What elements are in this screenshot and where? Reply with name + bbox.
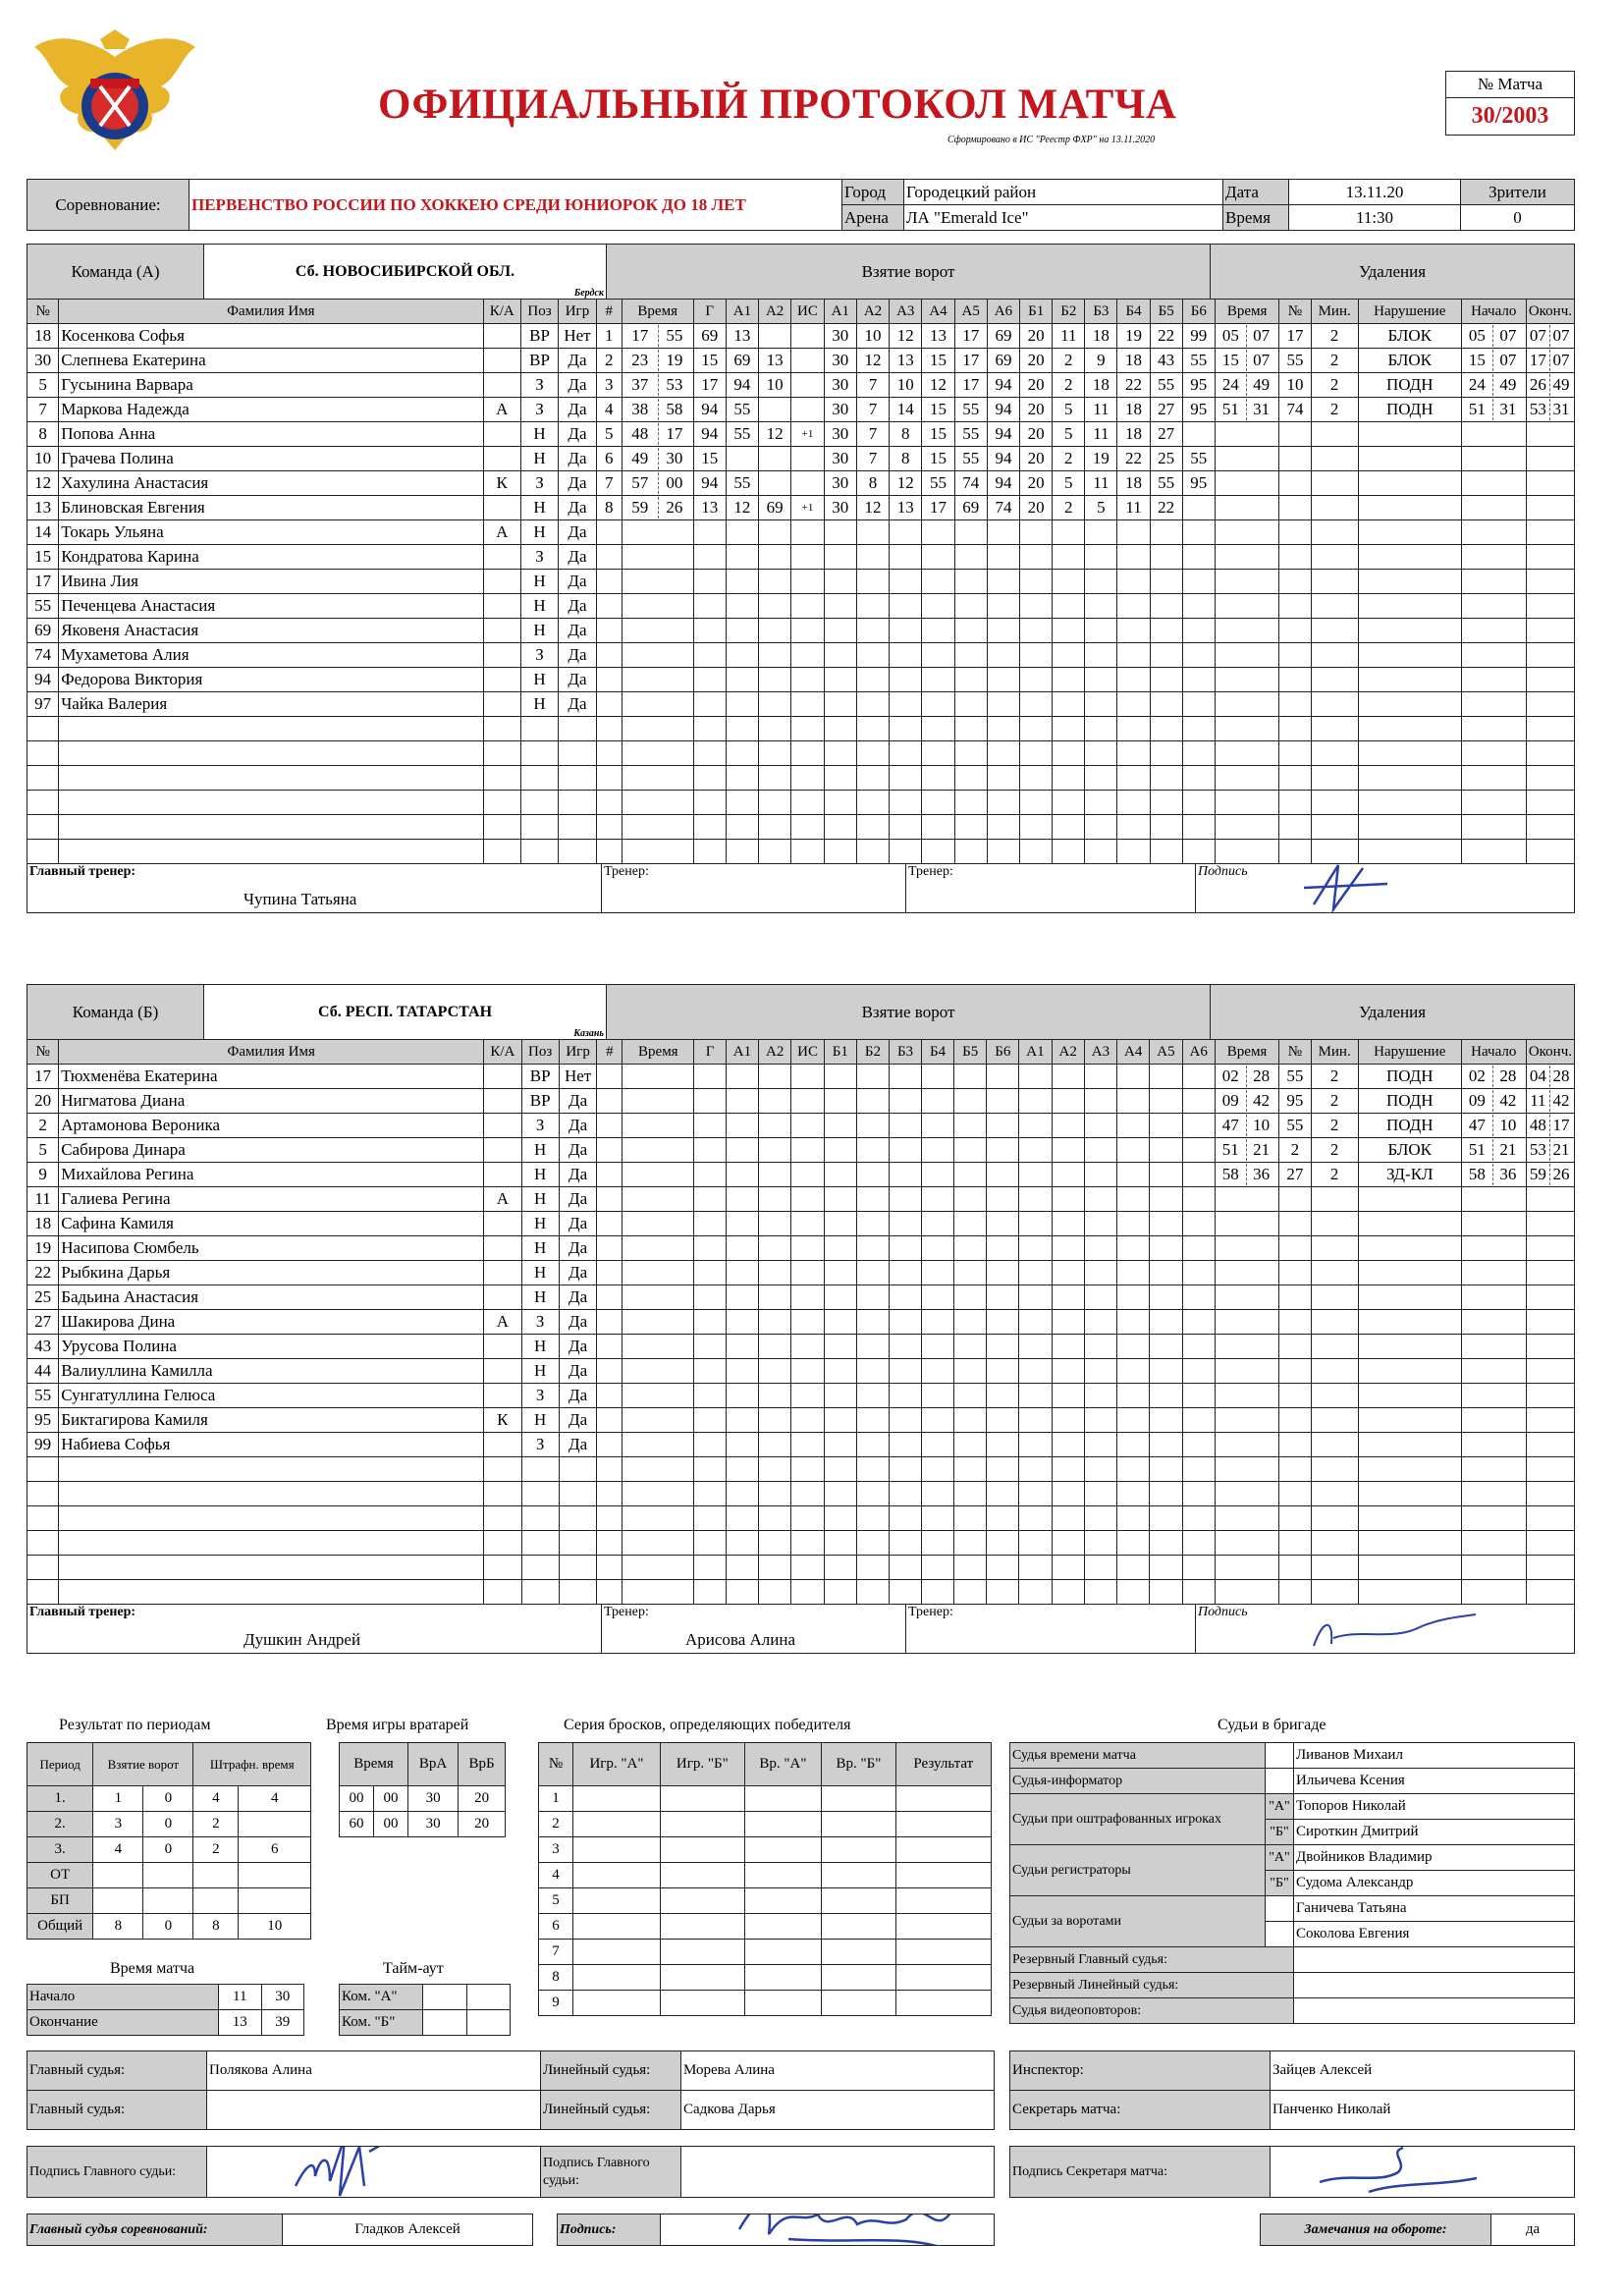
team-b-name: Сб. РЕСП. ТАТАРСТАН (317, 1003, 493, 1020)
period-results-table: Период Взятие ворот Штрафн. время 1. 1 0 4 4 2. 3 0 2 3. 4 0 2 6 ОТ БП Общий 8 0 8 10 (27, 1742, 311, 1940)
player-name: Артамонова Вероника (59, 1114, 484, 1138)
player-name: Тюхменёва Екатерина (59, 1065, 484, 1089)
team-a-row (27, 791, 1575, 815)
team-a-row: 18 Косенкова Софья ВР Нет 1 17 55 69 13 30 10 12 13 17 69 20 11 18 19 22 99 05 07 17 2 БЛОК 05 07 07 07 (27, 324, 1575, 349)
team-b-row: 18 Сафина Камиля Н Да (27, 1212, 1575, 1236)
competition-chief-signature-icon (730, 2214, 965, 2246)
chief-referee-signature-icon (286, 2147, 423, 2198)
referee-name: Ильичева Ксения (1294, 1769, 1575, 1794)
player-name: Токарь Ульяна (59, 520, 483, 545)
competition-info: Соревнование: ПЕРВЕНСТВО РОССИИ ПО ХОККЕЮ СРЕДИ ЮНИОРОК ДО 18 ЛЕТ Город Городецкий район Дата 13.11.20 Зрители Арена ЛА "Emerald Ice" Время 11:30 0 (27, 179, 1575, 231)
chief-referee-1: Полякова Алина (207, 2051, 541, 2091)
player-name: Рыбкина Дарья (59, 1261, 484, 1285)
team-a-row: 8 Попова Анна Н Да 5 48 17 94 55 12 +1 30 7 8 15 55 94 20 5 11 18 27 (27, 422, 1575, 447)
referee-name (1294, 1998, 1575, 2024)
team-b-row: 27 Шакирова Дина А З Да (27, 1310, 1575, 1335)
player-name: Ивина Лия (59, 570, 483, 594)
referee-name: Ливанов Михаил (1294, 1743, 1575, 1769)
team-b-penalties-header: Удаления (1211, 985, 1575, 1040)
player-name: Михайлова Регина (59, 1163, 484, 1187)
team-b-row: 43 Урусова Полина Н Да (27, 1335, 1575, 1359)
team-a-row: 12 Хахулина Анастасия К З Да 7 57 00 94 55 30 8 12 55 74 94 20 5 11 18 55 95 (27, 471, 1575, 496)
team-a-name: Сб. НОВОСИБИРСКОЙ ОБЛ. (295, 262, 515, 280)
competition-name: ПЕРВЕНСТВО РОССИИ ПО ХОККЕЮ СРЕДИ ЮНИОРОК ДО 18 ЛЕТ (189, 180, 842, 231)
team-a-row: 5 Гусынина Варвара З Да 3 37 53 17 94 10 30 7 10 12 17 94 20 2 18 22 55 95 24 49 10 2 ПОДН 24 49 26 49 (27, 373, 1575, 398)
team-b-head-coach: Душкин Андрей (244, 1630, 361, 1649)
team-b-row: 19 Насипова Сюмбель Н Да (27, 1236, 1575, 1261)
player-name: Сунгатуллина Гелюса (59, 1384, 484, 1408)
team-a-row (27, 840, 1575, 864)
player-name: Галиева Регина (59, 1187, 484, 1212)
line-referee-2: Садкова Дарья (681, 2091, 995, 2130)
team-a-city: Бердск (573, 288, 604, 299)
match-date: 13.11.20 (1289, 180, 1461, 205)
secretary-signature-table: Подпись Секретаря матча: (1009, 2146, 1575, 2198)
referee-name: Ганичева Татьяна (1294, 1896, 1575, 1922)
team-a-signature-icon (1294, 864, 1412, 913)
team-b-row: 95 Биктагирова Камиля К Н Да (27, 1408, 1575, 1433)
team-b-row (27, 1531, 1575, 1556)
player-name: Попова Анна (59, 422, 483, 447)
team-b-grid: № Фамилия Имя К/А Поз Игр # Время Г А1 А2 ИС Б1 Б2 Б3 Б4 Б5 Б6 А1 А2 А3 А4 А5 А6 Время № Мин. Нарушение Начало Оконч. 17 Тюхменёва Екатерина ВР Нет 02 28 55 2 ПОДН 02 28 04 28 20 Нигматова Диана ВР Да 09 42 95 2 ПОДН 09 42 11 42 2 Артамонова Вероника З Да 47 10 55 2 ПОДН 47 10 48 17 5 Сабирова Динара Н Да 51 21 2 2 БЛОК 51 21 53 21 9 Михайлова Регина Н Да 58 36 27 2 ЗД-КЛ 58 36 59 26 11 Галиева Регина А Н Да 18 Сафина Камиля Н Да 19 Насипова Сюмбель Н Да 22 Рыбкина Дарья Н Да 25 Бадьина Анастасия Н Да 27 Шакирова Дина А З Да 43 Урусова Полина Н Да 44 Валиуллина Камилла Н Да 55 Сунгатуллина Гелюса З Да 95 Биктагирова Камиля К Н Да 99 Набиева Софья З Да (27, 1039, 1575, 1605)
team-b-row: 44 Валиуллина Камилла Н Да (27, 1359, 1575, 1384)
team-b-row: 99 Набиева Софья З Да (27, 1433, 1575, 1457)
team-b-row: 55 Сунгатуллина Гелюса З Да (27, 1384, 1575, 1408)
player-name: Биктагирова Камиля (59, 1408, 484, 1433)
team-a-row: 15 Кондратова Карина З Да (27, 545, 1575, 570)
generated-note: Сформировано в ИС "Реестр ФХР" на 13.11.2020 (947, 135, 1156, 145)
player-name: Печенцева Анастасия (59, 594, 483, 619)
competition-chief: Гладков Алексей (283, 2214, 533, 2246)
player-name: Блиновская Евгения (59, 496, 483, 520)
team-b-coaches: Главный тренер: Душкин Андрей Тренер: Арисова Алина Тренер: Подпись (27, 1604, 1575, 1654)
spectators: 0 (1461, 205, 1575, 231)
officials-table: Главный судья: Полякова Алина Линейный судья: Морева Алина Главный судья: Линейный судья: Садкова Дарья (27, 2050, 995, 2130)
team-a-row: 55 Печенцева Анастасия Н Да (27, 594, 1575, 619)
player-name: Валиуллина Камилла (59, 1359, 484, 1384)
shootout-table: № Игр. "А" Игр. "Б" Вр. "А" Вр. "Б" Результат 1 2 3 4 5 6 7 8 9 (538, 1742, 992, 2016)
team-a-section (27, 244, 1575, 913)
team-b-row: 11 Галиева Регина А Н Да (27, 1187, 1575, 1212)
player-name: Бадьина Анастасия (59, 1285, 484, 1310)
team-b-row (27, 1556, 1575, 1580)
team-b-coach: Арисова Алина (685, 1630, 796, 1649)
team-b-section (27, 984, 1575, 1654)
team-a-row (27, 741, 1575, 766)
team-a-label: Команда (А) (27, 245, 204, 300)
player-name: Чайка Валерия (59, 692, 483, 717)
goalkeeper-time-table: Время ВрА ВрБ 00 00 30 20 60 00 30 20 (339, 1742, 506, 1837)
team-b-row: 2 Артамонова Вероника З Да 47 10 55 2 ПОДН 47 10 48 17 (27, 1114, 1575, 1138)
player-name: Сабирова Динара (59, 1138, 484, 1163)
player-name: Сафина Камиля (59, 1212, 484, 1236)
team-a-head-coach: Чупина Татьяна (244, 890, 357, 908)
team-b-row: 25 Бадьина Анастасия Н Да (27, 1285, 1575, 1310)
team-a-row: 10 Грачева Полина Н Да 6 49 30 15 30 7 8 15 55 94 20 2 19 22 25 55 (27, 447, 1575, 471)
team-a-row: 69 Яковеня Анастасия Н Да (27, 619, 1575, 643)
team-b-signature-icon (1304, 1609, 1481, 1652)
player-name: Набиева Софья (59, 1433, 484, 1457)
team-a-row: 13 Блиновская Евгения Н Да 8 59 26 13 12 69 +1 30 12 13 17 69 74 20 2 5 11 22 (27, 496, 1575, 520)
arena: ЛА "Emerald Ice" (904, 205, 1223, 231)
team-b-goals-header: Взятие ворот (607, 985, 1211, 1040)
player-name: Косенкова Софья (59, 324, 483, 349)
team-b-row: 22 Рыбкина Дарья Н Да (27, 1261, 1575, 1285)
page-title: ОФИЦИАЛЬНЫЙ ПРОТОКОЛ МАТЧА (378, 82, 1177, 128)
inspector: Зайцев Алексей (1271, 2051, 1575, 2091)
signature-table: Подпись Главного судьи: Подпись Главного судьи: (27, 2146, 995, 2198)
inspector-table: Инспектор: Зайцев Алексей Секретарь матча: Панченко Николай (1009, 2050, 1575, 2130)
team-a-row (27, 815, 1575, 840)
notes-value: да (1491, 2214, 1575, 2246)
referee-name: Двойников Владимир (1294, 1845, 1575, 1871)
team-b-row: 20 Нигматова Диана ВР Да 09 42 95 2 ПОДН 09 42 11 42 (27, 1089, 1575, 1114)
referee-name: Судома Александр (1294, 1871, 1575, 1896)
player-name: Слепнева Екатерина (59, 349, 483, 373)
team-b-city: Казань (573, 1028, 604, 1039)
secretary: Панченко Николай (1271, 2091, 1575, 2130)
notes-table: Замечания на обороте: да (1260, 2214, 1575, 2246)
competition-chief-table: Главный судья соревнований: Гладков Алексей Подпись: (27, 2214, 995, 2246)
team-b-row (27, 1506, 1575, 1531)
player-name: Яковеня Анастасия (59, 619, 483, 643)
match-number-box: № Матча 30/2003 (1445, 71, 1575, 136)
team-a-grid: № Фамилия Имя К/А Поз Игр # Время Г А1 А2 ИС А1 А2 А3 А4 А5 А6 Б1 Б2 Б3 Б4 Б5 Б6 Время № Мин. Нарушение Начало Оконч. 18 Косенкова Софья ВР Нет 1 17 55 69 13 30 10 12 13 17 69 20 11 18 19 22 99 05 07 17 2 БЛОК 05 07 07 07 30 Слепнева Екатерина ВР Да 2 23 19 15 69 13 30 12 13 15 17 69 20 2 9 18 43 55 15 07 55 2 БЛОК 15 07 17 07 5 Гусынина Варвара З Да 3 37 53 17 94 10 30 7 10 12 17 94 20 2 18 22 55 95 24 49 10 2 ПОДН 24 49 26 49 7 Маркова Надежда А З Да 4 38 58 94 55 30 7 14 15 55 94 20 5 11 18 27 95 51 31 74 2 ПОДН 51 31 53 31 8 Попова Анна Н Да 5 48 17 94 55 12 +1 30 7 8 15 55 94 20 5 11 18 27 10 Грачева Полина Н Да 6 49 30 15 30 7 8 15 55 94 20 2 19 22 25 55 12 Хахулина Анастасия К З Да 7 57 00 94 55 30 8 12 55 74 94 20 5 11 18 55 95 13 Блиновская Евгения Н Да 8 59 26 13 12 69 +1 30 12 13 17 69 74 20 2 5 11 22 14 Токарь Ульяна А Н Да 15 Кондратова Карина З Да 17 Ивина Лия Н Да 55 Печенцева Анастасия Н Да 69 Яковеня Анастасия Н Да 74 Мухаметова Алия З Да 94 Федорова Виктория Н Да 97 Чайка Валерия Н Да (27, 299, 1575, 864)
team-b-row (27, 1580, 1575, 1605)
team-b-row (27, 1482, 1575, 1506)
referee-name: Сироткин Дмитрий (1294, 1820, 1575, 1845)
player-name: Шакирова Дина (59, 1310, 484, 1335)
team-a-row: 74 Мухаметова Алия З Да (27, 643, 1575, 668)
team-b-row: 17 Тюхменёва Екатерина ВР Нет 02 28 55 2 ПОДН 02 28 04 28 (27, 1065, 1575, 1089)
team-a-penalties-header: Удаления (1211, 245, 1575, 300)
referee-name (1294, 1947, 1575, 1973)
line-referee-1: Морева Алина (681, 2051, 995, 2091)
timeout-table: Ком. "А" Ком. "Б" (339, 1984, 511, 2036)
player-name: Гусынина Варвара (59, 373, 483, 398)
referee-name: Топоров Николай (1294, 1794, 1575, 1820)
team-a-coaches: Главный тренер: Чупина Татьяна Тренер: Тренер: Подпись (27, 863, 1575, 913)
match-number: 30/2003 (1471, 103, 1549, 129)
match-time-table: Начало 11 30 Окончание 13 39 (27, 1984, 304, 2036)
player-name: Федорова Виктория (59, 668, 483, 692)
chief-referee-2 (207, 2091, 541, 2130)
team-b-row (27, 1457, 1575, 1482)
team-a-row: 94 Федорова Виктория Н Да (27, 668, 1575, 692)
player-name: Хахулина Анастасия (59, 471, 483, 496)
team-b-row: 9 Михайлова Регина Н Да 58 36 27 2 ЗД-КЛ 58 36 59 26 (27, 1163, 1575, 1187)
team-a-row: 7 Маркова Надежда А З Да 4 38 58 94 55 30 7 14 15 55 94 20 5 11 18 27 95 51 31 74 2 ПОДН 51 31 53 31 (27, 398, 1575, 422)
player-name: Кондратова Карина (59, 545, 483, 570)
hockey-russia-logo-icon (29, 27, 201, 175)
player-name: Грачева Полина (59, 447, 483, 471)
team-a-row: 17 Ивина Лия Н Да (27, 570, 1575, 594)
team-a-row: 97 Чайка Валерия Н Да (27, 692, 1575, 717)
player-name: Мухаметова Алия (59, 643, 483, 668)
referee-name: Соколова Евгения (1294, 1922, 1575, 1947)
team-b-row: 5 Сабирова Динара Н Да 51 21 2 2 БЛОК 51 21 53 21 (27, 1138, 1575, 1163)
team-a-row (27, 717, 1575, 741)
referees-table: Судья времени матча Ливанов Михаил Судья-информатор Ильичева Ксения Судьи при оштрафованных игроках "А" Топоров Николай "Б" Сироткин Дмитрий Судьи регистраторы "А" Двойников Владимир "Б" Судома Александр Судьи за воротами Ганичева Татьяна Соколова Евгения Резервный Главный судья: Резервный Линейный судья: Судья видеоповторов: (1009, 1742, 1575, 2024)
player-name: Насипова Сюмбель (59, 1236, 484, 1261)
player-name: Урусова Полина (59, 1335, 484, 1359)
team-b-label: Команда (Б) (27, 985, 204, 1040)
player-name: Маркова Надежда (59, 398, 483, 422)
team-a-row: 14 Токарь Ульяна А Н Да (27, 520, 1575, 545)
team-a-row: 30 Слепнева Екатерина ВР Да 2 23 19 15 69 13 30 12 13 15 17 69 20 2 9 18 43 55 15 07 55 2 БЛОК 15 07 17 07 (27, 349, 1575, 373)
player-name: Нигматова Диана (59, 1089, 484, 1114)
team-a-goals-header: Взятие ворот (607, 245, 1211, 300)
referee-name (1294, 1973, 1575, 1998)
team-a-row (27, 766, 1575, 791)
city: Городецкий район (904, 180, 1223, 205)
secretary-signature-icon (1310, 2147, 1487, 2197)
match-time: 11:30 (1289, 205, 1461, 231)
